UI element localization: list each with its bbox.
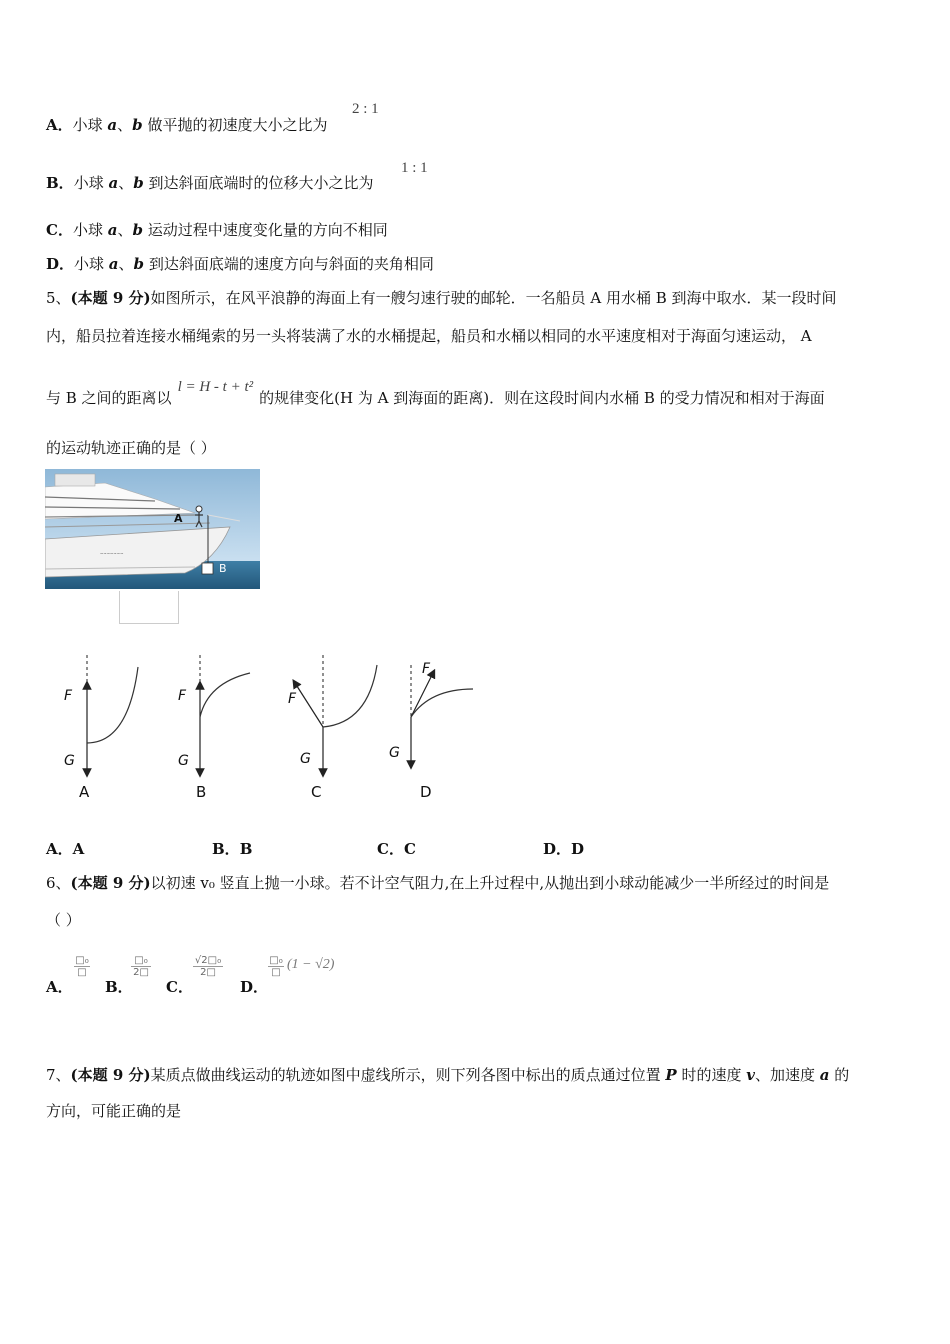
fig-caption-b: B <box>196 783 207 801</box>
q6-option-a-fraction: □₀ □ <box>75 955 89 978</box>
q6-option-b[interactable]: B． <box>105 978 133 996</box>
q5-option-a[interactable]: A．A <box>46 840 85 858</box>
fig-b-force-g: G <box>178 753 189 769</box>
fig-caption-a: A <box>79 783 90 801</box>
fig-a-force-f: F <box>64 688 73 704</box>
q6-option-c[interactable]: C． <box>166 978 193 996</box>
q4-option-b-ratio: 1 : 1 <box>401 160 428 176</box>
fig-caption-d: D <box>420 783 432 801</box>
ship-label-b: B <box>219 562 227 575</box>
force-trajectory-figures <box>50 655 490 805</box>
q6-option-b-fraction: □₀ 2□ <box>131 955 151 978</box>
q7-line-2: 方向，可能正确的是 <box>46 1102 182 1120</box>
ship-photo <box>45 469 260 589</box>
q5-option-c[interactable]: C．C <box>377 840 416 858</box>
q4-option-c: C．小球 a、b 运动过程中速度变化量的方向不相同 <box>46 221 388 239</box>
fig-caption-c: C <box>311 783 322 801</box>
q5-line-2: 内，船员拉着连接水桶绳索的另一头将装满了水的水桶提起，船员和水桶以相同的水平速度相对于海面匀速运动， A <box>46 327 812 345</box>
q4-option-a-ratio: 2 : 1 <box>352 101 379 117</box>
q6-line-2: （ ） <box>46 911 81 929</box>
q5-option-b[interactable]: B．B <box>212 840 253 858</box>
figure-d <box>411 665 473 765</box>
q5-option-d[interactable]: D．D <box>543 840 585 858</box>
figure-a <box>87 655 138 773</box>
q6-option-d-fraction: □₀ □ <box>269 955 283 978</box>
q4-option-b: B．小球 a、b 到达斜面底端时的位移大小之比为 <box>46 174 374 192</box>
q5-formula: l = H - t + t² <box>177 379 254 395</box>
q6-line-1: 6、(本题 9 分)以初速 v₀ 竖直上抛一小球。若不计空气阻力,在上升过程中,从抛出到小球动能减少一半所经过的时间是 <box>46 874 830 892</box>
q5-line-3: 与 B 之间的距离以l = H - t + t²的规律变化(H 为 A 到海面的距离)．则在这段时间内水桶 B 的受力情况和相对于海面 <box>46 379 825 407</box>
q6-option-d[interactable]: D． <box>240 978 269 996</box>
q6-option-c-fraction: $\frac{\text{√2□₀}}{2□}$ <box>194 955 222 978</box>
ship-label-a: A <box>174 512 183 525</box>
svg-text:~~~~~~~: ~~~~~~~ <box>100 551 124 556</box>
fig-d-force-f: F <box>422 661 431 677</box>
fig-c-force-g: G <box>300 751 311 767</box>
fig-d-force-g: G <box>389 745 400 761</box>
fig-a-force-g: G <box>64 753 75 769</box>
fig-c-force-f: F <box>288 691 297 707</box>
q5-line-4: 的运动轨迹正确的是（ ） <box>46 439 216 457</box>
figure-b <box>200 655 250 773</box>
image-placeholder-box <box>119 591 179 624</box>
q4-option-a: A．小球 a、b 做平抛的初速度大小之比为 <box>46 116 328 134</box>
fig-b-force-f: F <box>178 688 187 704</box>
q6-option-d-tail: (1 − √2) <box>287 957 335 972</box>
q4-option-d: D．小球 a、b 到达斜面底端的速度方向与斜面的夹角相同 <box>46 255 434 273</box>
q5-line-1: 5、(本题 9 分)如图所示，在风平浪静的海面上有一艘匀速行驶的邮轮．一名船员 A 用水桶 B 到海中取水．某一段时间 <box>46 289 837 307</box>
q6-option-a[interactable]: A． <box>46 978 73 996</box>
q7-line-1: 7、(本题 9 分)某质点做曲线运动的轨迹如图中虚线所示，则下列各图中标出的质点通过位置 P 时的速度 v、加速度 a 的 <box>46 1066 850 1084</box>
